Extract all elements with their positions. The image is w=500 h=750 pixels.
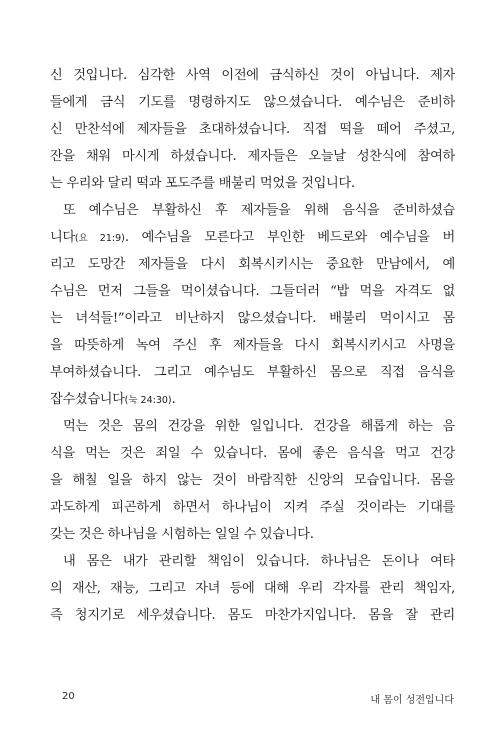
text-line-main: 을 해칠 일을 하지 않는 것이 바람직한 신앙의 모습입니다. 몸을 (50, 473, 455, 488)
text-line-main: 는 우리와 달리 떡과 포도주를 배불리 먹었을 것입니다. (50, 176, 355, 191)
text-line-main: 과도하게 피곤하게 하면서 하나님이 지켜 주실 것이라는 기대를 (50, 500, 455, 515)
body-text (50, 62, 455, 629)
text-line-main: 즉 청지기로 세우셨습니다. 몸도 마찬가지입니다. 몸을 잘 관리 (50, 608, 455, 623)
text-line (50, 224, 455, 251)
text-line (50, 89, 455, 116)
text-line-rest: . 예수님을 모른다고 부인한 베드로와 예수님을 버 (124, 230, 455, 245)
text-line-main: 리고 도망간 제자들을 다시 회복시키시는 중요한 만남에서, 예 (50, 257, 455, 272)
text-line-main: 잔을 채워 마시게 하셨습니다. 제자들은 오늘날 성찬식에 참여하 (50, 149, 455, 164)
text-line (50, 170, 455, 197)
text-line-main: 의 재산, 재능, 그리고 자녀 등에 대해 우리 각자를 관리 책임자, (50, 581, 455, 596)
text-line (50, 278, 455, 305)
text-line-main: 갖는 것은 하나님을 시험하는 일일 수 있습니다. (50, 527, 314, 542)
text-line (50, 251, 455, 278)
text-line-main: 신 만찬석에 제자들을 초대하셨습니다. 직접 떡을 떼어 주셨고, (50, 122, 455, 137)
text-line (50, 467, 455, 494)
text-line-main: 식을 먹는 것은 죄일 수 있습니다. 몸에 좋은 음식을 먹고 건강 (50, 446, 455, 461)
text-line (50, 197, 455, 224)
text-line-main: 신 것입니다. 심각한 사역 이전에 금식하신 것이 아닙니다. 제자 (50, 68, 455, 83)
text-line-main: 잡수셨습니다 (50, 392, 125, 407)
text-line (50, 386, 455, 413)
text-line (50, 359, 455, 386)
text-line-main: 내 몸은 내가 관리할 책임이 있습니다. 하나님은 돈이나 여타 (63, 554, 455, 569)
page-number: 20 (62, 691, 75, 702)
text-line (50, 521, 455, 548)
scripture-reference: (요 21:9) (74, 233, 125, 244)
text-line-main: 는 녀석들!”이라고 비난하지 않으셨습니다. 배불리 먹이시고 몸 (50, 311, 455, 326)
scripture-reference: (눅 24:30) (124, 395, 172, 406)
text-line (50, 494, 455, 521)
text-line (50, 143, 455, 170)
running-title: 내 몸이 성전입니다 (370, 695, 454, 706)
text-line (50, 62, 455, 89)
text-line-main: 수님은 먼저 그들을 먹이셨습니다. 그들더러 “밥 먹을 자격도 없 (50, 284, 455, 299)
text-line (50, 116, 455, 143)
text-line-rest: . (171, 392, 176, 407)
text-line-main: 부여하셨습니다. 그리고 예수님도 부활하신 몸으로 직접 음식을 (50, 365, 455, 380)
text-line (50, 413, 455, 440)
text-line (50, 548, 455, 575)
text-line-main: 먹는 것은 몸의 건강을 위한 일입니다. 건강을 해롭게 하는 음 (63, 419, 455, 434)
text-line (50, 440, 455, 467)
text-line-main: 들에게 금식 기도를 명령하지도 않으셨습니다. 예수님은 준비하 (50, 95, 455, 110)
text-line (50, 332, 455, 359)
text-line (50, 575, 455, 602)
text-line-main: 또 예수님은 부활하신 후 제자들을 위해 음식을 준비하셨습 (63, 203, 455, 218)
text-line-main: 을 따뜻하게 녹여 주신 후 제자들을 다시 회복시키시고 사명을 (50, 338, 455, 353)
text-line (50, 602, 455, 629)
text-line-main: 니다 (50, 230, 75, 245)
text-line (50, 305, 455, 332)
